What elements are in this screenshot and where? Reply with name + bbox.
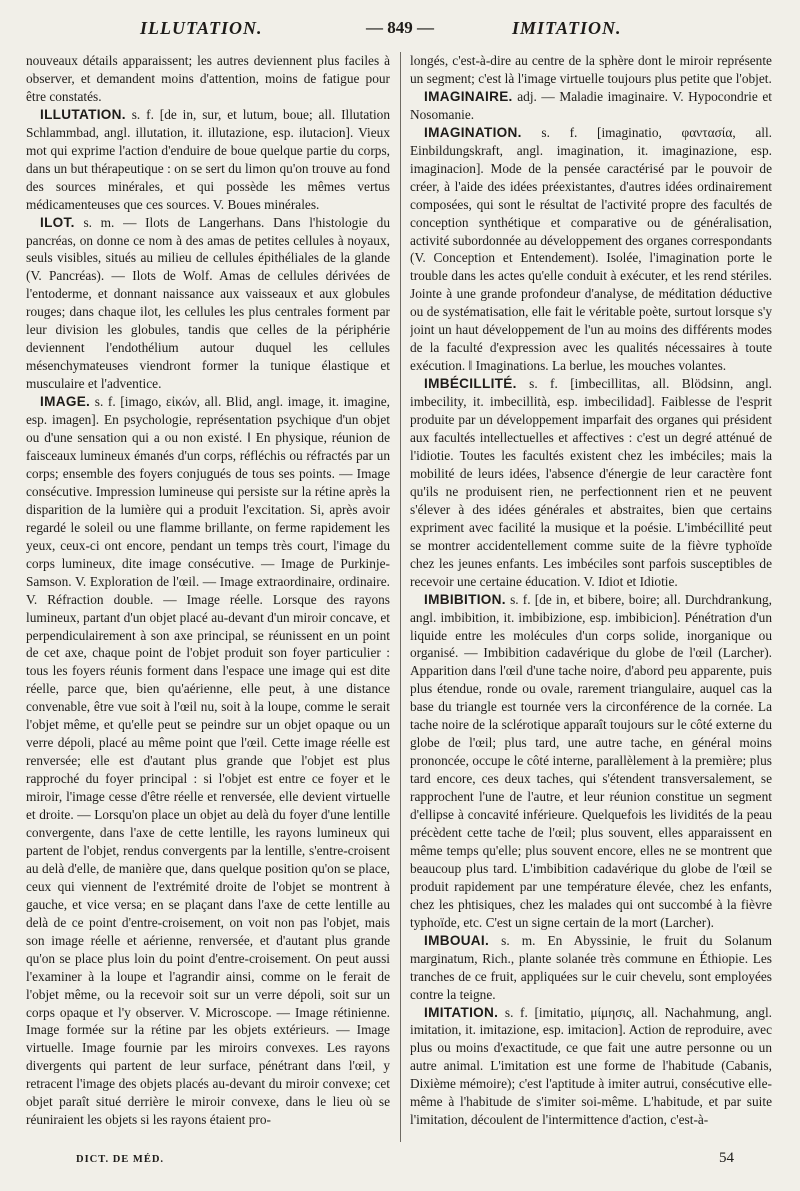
headword: IMAGE. <box>40 394 91 410</box>
right-column <box>410 52 772 1144</box>
entry-imaginaire <box>410 88 772 124</box>
entry-imbecillite <box>410 375 772 590</box>
footer-sheet-number: 54 <box>719 1150 734 1166</box>
entry-imagination <box>410 124 772 375</box>
entry-body: s. m. — Ilots de Langerhans. Dans l'histologie du pancréas, on donne ce nom à des amas de petites cellules à noyaux, seuls visibles, situés au milieu de cellules épithéliales de la glande (V. Pancréas). — Ilots de Wolf. Amas de cellules dérivées de l'entoderme, et donnant naissance aux vaisseaux et aux globules rouges; dans chaque ilot, les cellules les plus centrales forment par leur division les globules, tandis que celles de la périphérie deviennent l'endothélium autour duquel les cellules mésenchymateuses viendront former la tunique élastique et musculaire et l'adventice. <box>26 214 390 392</box>
headword: IMAGINATION. <box>424 124 522 140</box>
headword: IMBÉCILLITÉ. <box>424 376 517 392</box>
headword: ILOT. <box>40 214 75 230</box>
headword: IMAGINAIRE. <box>424 88 513 104</box>
entry-body: adj. — Maladie imaginaire. V. Hypocondrie et Nosomanie. <box>410 88 772 122</box>
footer-signature: DICT. DE MÉD. <box>76 1154 165 1165</box>
headword: IMBOUAI. <box>424 932 490 948</box>
entry-body: s. f. [imaginatio, φαντασία, all. Einbildungskraft, angl. imagination, it. imaginazione, esp. imaginacion]. Mode de la pensée caractérisé par le pouvoir de créer, à l'aide des idées préexistantes, d'autres idées ordinairement composées, qui sont le résultat de l'activité propre des facultés de conception synthétique et comparative ou de généralisation, activité subordonnée au développement des organes correspondants (V. Conception et Entendement). Isolée, l'imagination porte le trouble dans les actes qu'elle conduit à exécuter, et les rend stériles. Jointe à une grande profondeur d'analyse, de méditation déductive ou de systématisation, elle fait le véritable poète, surtout lorsque s'y joint un haut développement de l'un au moins des différents modes de la faculté d'expression avec les qualités nécessaires à toute exécution. ‖ Imaginations. La berlue, les mouches volantes. <box>410 124 772 374</box>
entry-body: s. m. En Abyssinie, le fruit du Solanum marginatum, Rich., plante solanée très commune en Éthiopie. Les tranches de ce fruit, appliquées sur le cuir chevelu, sont employées contre la teigne. <box>410 932 772 1002</box>
header-left-word: ILLUTATION. <box>140 18 263 38</box>
entry-body: s. f. [de in, et bibere, boire; all. Durchdrankung, angl. imbibition, it. imbibizione, esp. imbibicion]. Pénétration d'un liquide entre les molécules d'un corps solide, inorganique ou organisé. — Imbibition cadavérique du globe de l'œil (Larcher). Apparition dans l'œil d'une tache noire, d'abord peu apparente, puis plus étendue, ronde ou ovale, rarement triangulaire, auquel cas la base du triangle est tournée vers la circonférence de la cornée. La tache noire de la sclérotique apparaît toujours sur le côté externe du globe de l'œil; plus tard, une autre tache, en général moins prononcée, occupe le côté interne, parallèlement à la première; plus tard encore, ces deux taches, qui s'étendent transversalement, se rapprochent l'une de l'autre, et leur réunion constitue un segment d'ellipse à concavité inférieure. Quelquefois les lividités de la peau précèdent cette tache de l'œil; plus souvent, elles apparaissent en même temps qu'elle; plus souvent encore, elles ne se montrent que beaucoup plus tard. L'imbibition cadavérique du globe de l'œil se produit rapidement par une température élevée, chez les enfants, chez les phtisiques, chez les malades qui ont succombé à la fièvre typhoïde, etc. C'est un signe certain de la mort (Larcher). <box>410 591 772 930</box>
entry-imbibition <box>410 591 772 932</box>
entry-continuation: longés, c'est-à-dire au centre de la sphère dont le miroir représente un segment; c'est là l'image virtuelle toujours plus petite que l'objet. <box>410 53 772 86</box>
entry-image <box>26 393 390 1129</box>
headword: ILLUTATION. <box>40 106 126 122</box>
column-divider <box>400 52 401 1142</box>
headword: IMBIBITION. <box>424 591 506 607</box>
running-header <box>22 8 778 48</box>
left-column <box>26 52 390 1144</box>
entry-continuation: nouveaux détails apparaissent; les autres deviennent plus faciles à observer, et demandent moins d'attention, moins de fatigue pour être constatés. <box>26 53 390 104</box>
entry-imitation <box>410 1004 772 1130</box>
entry-body: s. f. [imbecillitas, all. Blödsinn, angl. imbecility, it. imbecillità, esp. imbecilidad]. Faiblesse de l'esprit produite par un développement imparfait des organes qui président aux facultés intellectuelles et affectives : c'est un degré atténué de l'idiotie. Toutes les facultés existent chez les imbéciles; mais la mobilité de leurs idées, l'absence d'énergie de leur caractère font qu'ils ne produisent rien, ne perfectionnent rien et ne peuvent s'élever à des idées générales et abstraites, bien que certains expriment avec facilité la musique et la poésie. L'imbécillité peut se montrer accidentellement comme suite de la fièvre typhoïde chez les jeunes enfants. Les imbéciles sont parfois susceptibles de recevoir une certaine éducation. V. Idiot et Idiotie. <box>410 376 772 589</box>
entry-imbouai <box>410 932 772 1004</box>
entry-ilot <box>26 214 390 394</box>
entry-body: s. f. [de in, sur, et lutum, boue; all. Illutation Schlammbad, angl. illutation, it. illutazione, esp. ilutacion]. Vieux mot qui exprime l'action d'enduire de boue quelque partie du corps, dans un but thérapeutique : on se sert du limon qu'on trouve au fond des sources minérales, et qui possède les mêmes vertus médicamenteuses que ces sources. V. Boues minérales. <box>26 106 390 212</box>
entry-body: s. f. [imitatio, μίμησις, all. Nachahmung, angl. imitation, it. imitazione, esp. imitacion]. Action de reproduire, avec plus ou moins d'exactitude, ce que fait une autre personne ou un autre animal. L'imitation est une forme de l'habitude (Cabanis, Dixième mémoire); c'est l'aptitude à imiter autrui, consécutive elle-même à l'habitude de s'imiter soi-même. L'habitude, et par suite l'imitation, découlent de l'intermittence d'action, c'est-à- <box>410 1004 772 1128</box>
entry-illutation <box>26 106 390 214</box>
entry-body: s. f. [imago, εἰκών, all. Blid, angl. image, it. imagine, esp. imagen]. En psychologie, représentation psychique d'un objet ou d'une sensation qui a ou non existé. ‖ En physique, réunion de faisceaux lumineux émanés d'un corps, réfléchis ou réfractés par un corps; ensemble des foyers conjugués de tous ses points. — Image consécutive. Impression lumineuse qui persiste sur la rétine après la disparition de la lumière qui a produit l'excitation. Si, après avoir regardé le soleil ou une flamme brillante, on ferme rapidement les yeux, ceux-ci ont encore, pendant un temps très court, l'image du corps lumineux, dite image consécutive. — Image de Purkinje-Samson. V. Exploration de l'œil. — Image extraordinaire, ordinaire. V. Réfraction double. — Image réelle. Lorsque des rayons lumineux, partant d'un objet placé au-devant d'un miroir concave, et perpendiculairement à son axe principal, se réunissent en un point de cet axe, chaque point de l'objet produit son foyer particulier : tous les foyers réunis forment dans l'espace une image qui est dite réelle, parce que, bien qu'aérienne, elle peut, à une distance convenable, être vue soit à l'œil nu, soit à la loupe, comme le serait l'objet même, et qu'elle peut se peindre sur un objet opaque ou un verre dépoli, placé au même point que l'œil. Cette image réelle est renversée; elle est d'autant plus grande que l'objet est plus rapproché du foyer principal : si l'objet est entre ce foyer et le miroir, l'image cesse d'être réelle et renversée, elle devient virtuelle et droite. — Lorsqu'on place un objet au delà du foyer d'une lentille convergente, dans l'axe de cette lentille, les rayons lumineux qui partent de l'objet, rendus convergents par la lentille, s'entre-croisent au delà d'elle, de manière que, dans quelque position qu'on se place, ceux qui viennent de l'extrémité droite de l'objet se montrent à gauche, et vice versa; en se plaçant dans l'axe de cette lentille au delà de ce point d'entre-croisement, on voit non pas l'objet, mais son image réelle et aérienne, renversée, et d'autant plus grande qu'on se place plus loin du point d'entre-croisement. On peut aussi l'examiner à la loupe et l'agrandir ainsi, comme on le ferait de l'objet même, ou la recevoir soit sur un verre dépoli, soit sur un corps opaque et l'y observer. V. Microscope. — Image rétinienne. Image formée sur la rétine par les objets extérieurs. — Image virtuelle. Image fournie par les miroirs convexes. Les rayons divergents qui partent de leur surface, pénétrant dans l'œil, y retracent l'image des objets placés au-devant du miroir convexe; cet objet paraît situé derrière le miroir convexe, dans le lieu où se réuniraient les objets si les rayons étaient pro- <box>26 394 390 1128</box>
page-footer <box>26 1148 774 1172</box>
headword: IMITATION. <box>424 1004 499 1020</box>
header-right-word: IMITATION. <box>512 18 622 38</box>
page-number: — 849 — <box>366 18 434 37</box>
